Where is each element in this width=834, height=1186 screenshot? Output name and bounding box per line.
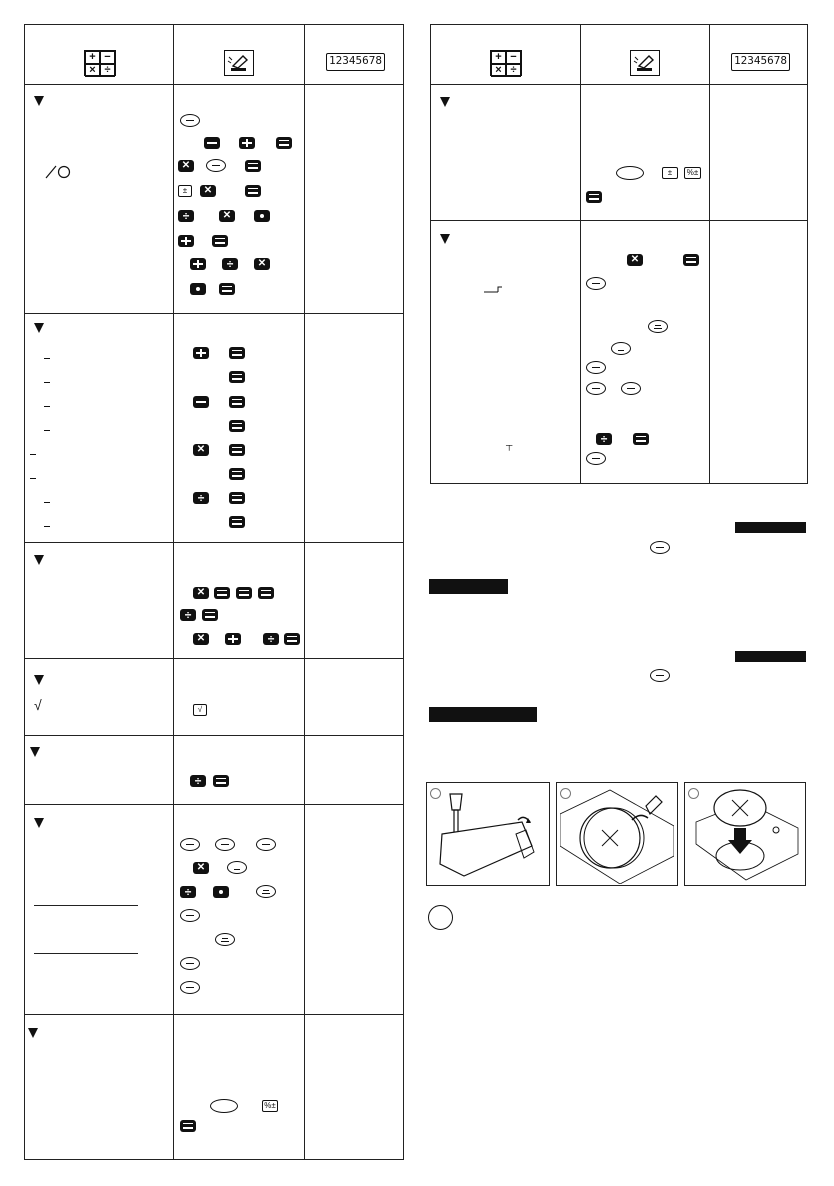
bracket-mark xyxy=(484,284,504,294)
key-minus-outline xyxy=(180,981,200,994)
key-plus xyxy=(190,258,206,270)
key-times xyxy=(178,160,194,172)
key-divide xyxy=(178,210,194,222)
right-instruction-table xyxy=(430,24,808,484)
key-times xyxy=(193,633,209,645)
key-equals xyxy=(258,587,274,599)
row-divider xyxy=(24,658,404,659)
key-sign-change xyxy=(616,166,644,180)
key-equals xyxy=(284,633,300,645)
sign-change-icon xyxy=(44,164,72,180)
left-header-divider xyxy=(24,84,404,85)
row-divider xyxy=(24,1014,404,1015)
key-equals xyxy=(245,185,261,197)
t-mark: ┬ xyxy=(506,440,513,450)
key-sign-change xyxy=(210,1099,238,1113)
row-divider xyxy=(24,313,404,314)
key-equals xyxy=(202,609,218,621)
section-heading-bar xyxy=(429,707,537,722)
key-minus-outline xyxy=(586,452,606,465)
row-bullet-icon xyxy=(34,555,44,565)
calculator-icon: + − × ÷ xyxy=(490,50,522,76)
key-equals xyxy=(683,254,699,266)
key-minus xyxy=(204,137,220,149)
key-equals xyxy=(276,137,292,149)
key-equals xyxy=(229,347,245,359)
key-equals xyxy=(229,396,245,408)
key-memory-equals xyxy=(215,933,235,946)
key-percent-pm: %± xyxy=(262,1100,278,1112)
left-col-divider-2 xyxy=(304,24,305,1160)
underscore-mark xyxy=(44,382,50,383)
row-divider xyxy=(24,804,404,805)
key-minus-outline xyxy=(180,114,200,127)
key-minus-outline xyxy=(650,669,670,682)
key-equals xyxy=(245,160,261,172)
row-bullet-icon xyxy=(34,818,44,828)
key-divide xyxy=(263,633,279,645)
key-equals xyxy=(229,420,245,432)
key-minus-outline xyxy=(180,957,200,970)
key-equals xyxy=(229,371,245,383)
key-press-icon xyxy=(630,50,660,76)
key-equals xyxy=(229,468,245,480)
key-memory-equals xyxy=(256,885,276,898)
key-minus-outline xyxy=(621,382,641,395)
key-divide xyxy=(180,609,196,621)
section-heading-bar xyxy=(735,522,806,533)
calculator-icon: + − × ÷ xyxy=(84,50,116,76)
key-memory-icon: ± xyxy=(178,185,192,197)
info-circle-icon xyxy=(428,905,453,930)
key-times xyxy=(200,185,216,197)
key-equals xyxy=(214,587,230,599)
key-times xyxy=(219,210,235,222)
key-divide xyxy=(193,492,209,504)
underscore-mark xyxy=(44,526,50,527)
row-bullet-icon xyxy=(34,675,44,685)
key-minus-outline xyxy=(180,909,200,922)
key-plus xyxy=(239,137,255,149)
key-plus xyxy=(178,235,194,247)
key-equals xyxy=(229,516,245,528)
lcd-display-icon: 12345678 xyxy=(731,53,790,71)
underscore-mark xyxy=(44,358,50,359)
key-minus-outline xyxy=(650,541,670,554)
key-decimal xyxy=(190,283,206,295)
key-memory-minus xyxy=(611,342,631,355)
screwdriver-icon xyxy=(434,790,544,882)
key-equals xyxy=(219,283,235,295)
key-minus-outline xyxy=(586,382,606,395)
key-times xyxy=(193,862,209,874)
key-plus xyxy=(193,347,209,359)
row-bullet-icon xyxy=(34,323,44,333)
key-minus-outline xyxy=(180,838,200,851)
key-minus-outline xyxy=(586,361,606,374)
key-equals xyxy=(586,191,602,203)
right-header-divider xyxy=(430,84,808,85)
underscore-mark xyxy=(44,430,50,431)
fraction-line xyxy=(34,953,138,954)
arrow-down-icon xyxy=(690,784,802,884)
row-bullet-icon xyxy=(440,97,450,107)
key-divide xyxy=(596,433,612,445)
fraction-line xyxy=(34,905,138,906)
battery-coin-icon xyxy=(560,786,674,884)
key-minus-outline xyxy=(206,159,226,172)
key-memory-icon: ± xyxy=(662,167,678,179)
key-times xyxy=(193,444,209,456)
key-equals xyxy=(633,433,649,445)
key-divide xyxy=(180,886,196,898)
key-equals xyxy=(180,1120,196,1132)
lcd-display-icon: 12345678 xyxy=(326,53,385,71)
key-minus-outline xyxy=(256,838,276,851)
key-times xyxy=(254,258,270,270)
right-col-divider-1 xyxy=(580,24,581,484)
underscore-mark xyxy=(44,406,50,407)
row-bullet-icon xyxy=(440,234,450,244)
row-divider xyxy=(430,220,808,221)
key-plus xyxy=(225,633,241,645)
row-bullet-icon xyxy=(30,747,40,757)
key-divide xyxy=(190,775,206,787)
key-times xyxy=(193,587,209,599)
key-minus-outline xyxy=(215,838,235,851)
right-col-divider-2 xyxy=(709,24,710,484)
row-bullet-icon xyxy=(34,96,44,106)
sqrt-icon: √ xyxy=(34,697,42,713)
row-divider xyxy=(24,542,404,543)
key-equals xyxy=(213,775,229,787)
key-memory-minus xyxy=(227,861,247,874)
key-press-icon xyxy=(224,50,254,76)
section-heading-bar xyxy=(735,651,806,662)
section-heading-bar xyxy=(429,579,508,594)
key-decimal xyxy=(213,886,229,898)
left-col-divider-1 xyxy=(173,24,174,1160)
key-decimal xyxy=(254,210,270,222)
key-sqrt: √ xyxy=(193,704,207,716)
key-equals xyxy=(236,587,252,599)
key-times xyxy=(627,254,643,266)
key-equals xyxy=(229,444,245,456)
underscore-mark xyxy=(30,454,36,455)
key-percent-pm: %± xyxy=(684,167,701,179)
row-bullet-icon xyxy=(28,1028,38,1038)
key-equals xyxy=(229,492,245,504)
underscore-mark xyxy=(44,502,50,503)
key-divide xyxy=(222,258,238,270)
key-minus xyxy=(193,396,209,408)
underscore-mark xyxy=(30,478,36,479)
key-memory-equals xyxy=(648,320,668,333)
key-equals xyxy=(212,235,228,247)
key-minus-outline xyxy=(586,277,606,290)
row-divider xyxy=(24,735,404,736)
